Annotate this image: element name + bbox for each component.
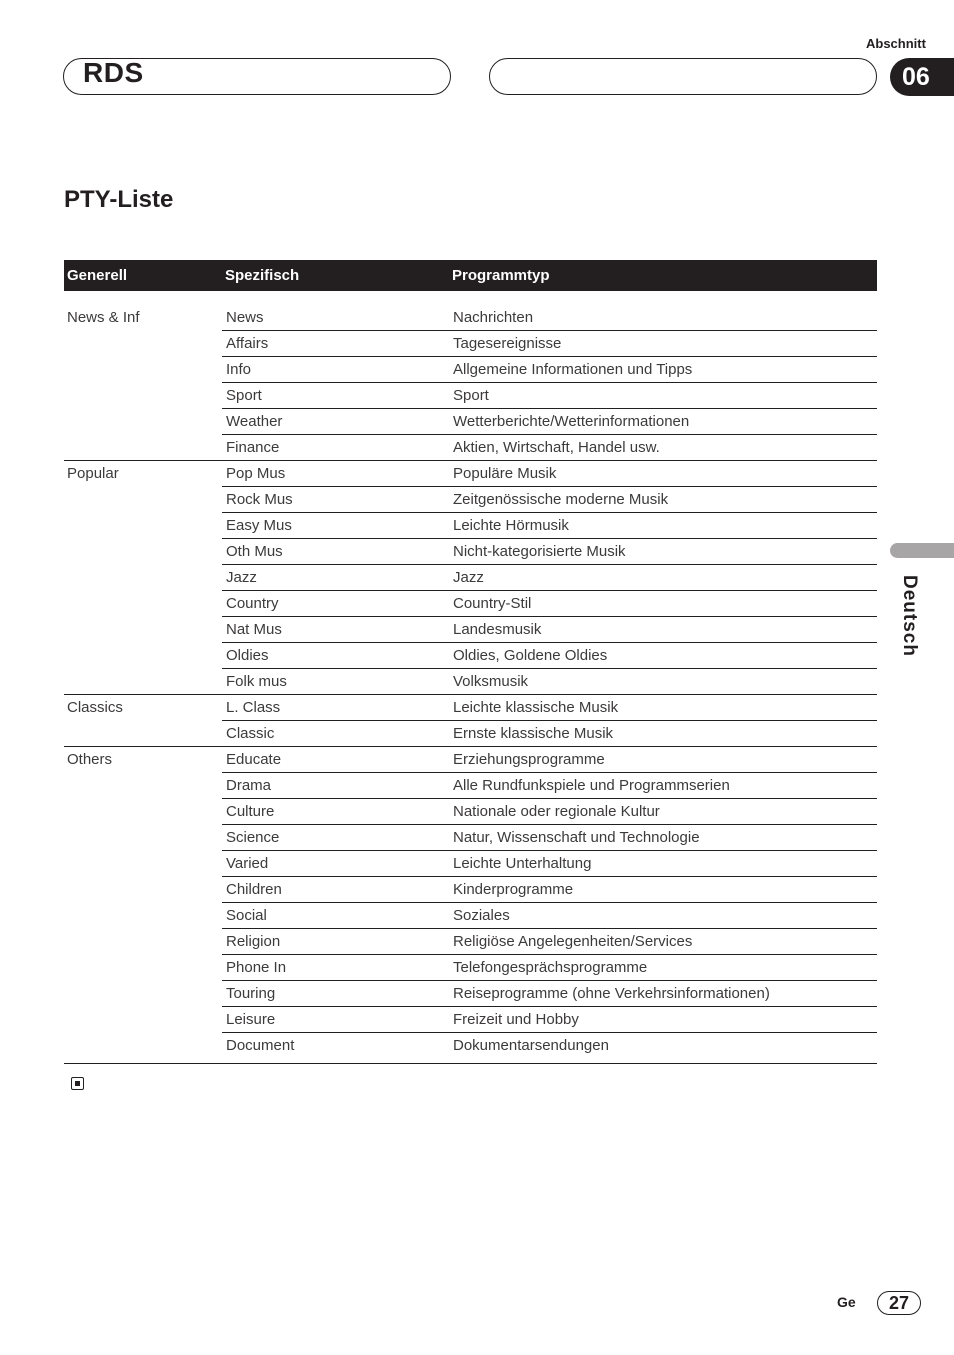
cell-specific: News: [222, 305, 449, 331]
cell-specific: Affairs: [222, 331, 449, 357]
cell-general: [64, 929, 222, 955]
cell-general: [64, 357, 222, 383]
section-title: RDS: [83, 57, 144, 88]
table-row: [64, 773, 877, 799]
page-number: 27: [877, 1291, 921, 1315]
cell-program-type: Zeitgenössische moderne Musik: [449, 487, 877, 513]
table-row: [64, 409, 877, 435]
table-row: [64, 721, 877, 747]
cell-program-type: Dokumentarsendungen: [449, 1033, 877, 1064]
cell-general: [64, 669, 222, 695]
language-tab-marker: [890, 543, 954, 558]
cell-general: Others: [64, 747, 222, 773]
cell-program-type: Wetterberichte/Wetterinformationen: [449, 409, 877, 435]
cell-specific: Leisure: [222, 1007, 449, 1033]
cell-specific: Children: [222, 877, 449, 903]
cell-general: [64, 877, 222, 903]
title-pill-right: [489, 58, 877, 95]
table-row: [64, 669, 877, 695]
language-tab-label: Deutsch: [899, 575, 920, 657]
cell-general: [64, 383, 222, 409]
cell-specific: Weather: [222, 409, 449, 435]
cell-program-type: Tagesereignisse: [449, 331, 877, 357]
cell-specific: Classic: [222, 721, 449, 747]
cell-general: [64, 565, 222, 591]
cell-program-type: Kinderprogramme: [449, 877, 877, 903]
cell-program-type: Soziales: [449, 903, 877, 929]
table-row: [64, 929, 877, 955]
cell-specific: Rock Mus: [222, 487, 449, 513]
cell-general: [64, 643, 222, 669]
table-row: [64, 851, 877, 877]
cell-specific: Nat Mus: [222, 617, 449, 643]
table-row: [64, 903, 877, 929]
column-header-generell: Generell: [64, 260, 222, 291]
cell-general: [64, 591, 222, 617]
cell-general: [64, 773, 222, 799]
cell-program-type: Leichte Unterhaltung: [449, 851, 877, 877]
table-row: [64, 461, 877, 487]
cell-general: [64, 435, 222, 461]
cell-specific: Phone In: [222, 955, 449, 981]
cell-program-type: Landesmusik: [449, 617, 877, 643]
footer-language-code: Ge: [837, 1294, 856, 1310]
cell-specific: Oldies: [222, 643, 449, 669]
cell-specific: Jazz: [222, 565, 449, 591]
table-row: [64, 331, 877, 357]
square-end-mark-icon: [71, 1077, 84, 1090]
section-label: Abschnitt: [866, 36, 926, 51]
pty-table: [64, 260, 877, 1064]
cell-program-type: Populäre Musik: [449, 461, 877, 487]
column-header-programmtyp: Programmtyp: [449, 260, 877, 291]
table-row: [64, 539, 877, 565]
table-row: [64, 305, 877, 331]
table-row: [64, 383, 877, 409]
table-row: [64, 747, 877, 773]
cell-general: News & Inf: [67, 309, 140, 326]
cell-specific: Info: [222, 357, 449, 383]
cell-general: [64, 409, 222, 435]
cell-program-type: Natur, Wissenschaft und Technologie: [449, 825, 877, 851]
cell-general: [64, 539, 222, 565]
cell-general: [64, 851, 222, 877]
cell-program-type: Freizeit und Hobby: [449, 1007, 877, 1033]
table-row: [64, 487, 877, 513]
cell-program-type: Allgemeine Informationen und Tipps: [449, 357, 877, 383]
cell-specific: Pop Mus: [222, 461, 449, 487]
cell-general: [64, 903, 222, 929]
chapter-badge: 06: [890, 58, 954, 96]
cell-specific: Science: [222, 825, 449, 851]
cell-specific: L. Class: [222, 695, 449, 721]
cell-general: [64, 487, 222, 513]
cell-general: Popular: [64, 461, 222, 487]
cell-specific: Social: [222, 903, 449, 929]
cell-program-type: Ernste klassische Musik: [449, 721, 877, 747]
cell-general: [64, 955, 222, 981]
cell-specific: Touring: [222, 981, 449, 1007]
cell-specific: Sport: [222, 383, 449, 409]
cell-program-type: Nationale oder regionale Kultur: [449, 799, 877, 825]
table-row: [64, 617, 877, 643]
table-row: [64, 643, 877, 669]
cell-program-type: Country-Stil: [449, 591, 877, 617]
cell-specific: Document: [222, 1033, 449, 1064]
cell-general: [64, 617, 222, 643]
table-row: [64, 435, 877, 461]
cell-general: [64, 825, 222, 851]
table-row: [64, 799, 877, 825]
pty-table-body: [64, 305, 877, 1064]
cell-general: [64, 513, 222, 539]
cell-program-type: Erziehungsprogramme: [449, 747, 877, 773]
column-header-spezifisch: Spezifisch: [222, 260, 449, 291]
table-row: [64, 357, 877, 383]
cell-program-type: Telefongesprächsprogramme: [449, 955, 877, 981]
cell-program-type: Sport: [449, 383, 877, 409]
cell-program-type: Volksmusik: [449, 669, 877, 695]
cell-specific: Country: [222, 591, 449, 617]
table-row: [64, 955, 877, 981]
cell-program-type: Oldies, Goldene Oldies: [449, 643, 877, 669]
cell-program-type: Religiöse Angelegenheiten/Services: [449, 929, 877, 955]
cell-general: [64, 1033, 222, 1064]
table-row: [64, 513, 877, 539]
table-row: [64, 695, 877, 721]
page-heading: PTY-Liste: [64, 186, 174, 213]
cell-general: [64, 981, 222, 1007]
table-row: [64, 591, 877, 617]
table-row: [64, 1007, 877, 1033]
cell-specific: Easy Mus: [222, 513, 449, 539]
table-row: [64, 825, 877, 851]
cell-specific: Educate: [222, 747, 449, 773]
cell-general: [64, 1007, 222, 1033]
cell-program-type: Jazz: [449, 565, 877, 591]
table-row: [64, 981, 877, 1007]
cell-specific: Culture: [222, 799, 449, 825]
cell-specific: Folk mus: [222, 669, 449, 695]
cell-general: [64, 721, 222, 747]
cell-program-type: Leichte klassische Musik: [449, 695, 877, 721]
cell-general: [64, 799, 222, 825]
cell-specific: Oth Mus: [222, 539, 449, 565]
table-header-row: [64, 260, 877, 291]
cell-general: [64, 331, 222, 357]
cell-program-type: Reiseprogramme (ohne Verkehrsinformationen): [449, 981, 877, 1007]
cell-specific: Religion: [222, 929, 449, 955]
cell-specific: Finance: [222, 435, 449, 461]
cell-program-type: Nicht-kategorisierte Musik: [449, 539, 877, 565]
cell-program-type: Leichte Hörmusik: [449, 513, 877, 539]
cell-program-type: Alle Rundfunkspiele und Programmserien: [449, 773, 877, 799]
cell-specific: Drama: [222, 773, 449, 799]
cell-program-type: Nachrichten: [449, 305, 877, 331]
cell-general: Classics: [64, 695, 222, 721]
table-row: [64, 565, 877, 591]
table-row: [64, 877, 877, 903]
table-row: [64, 1033, 877, 1064]
cell-program-type: Aktien, Wirtschaft, Handel usw.: [449, 435, 877, 461]
cell-specific: Varied: [222, 851, 449, 877]
